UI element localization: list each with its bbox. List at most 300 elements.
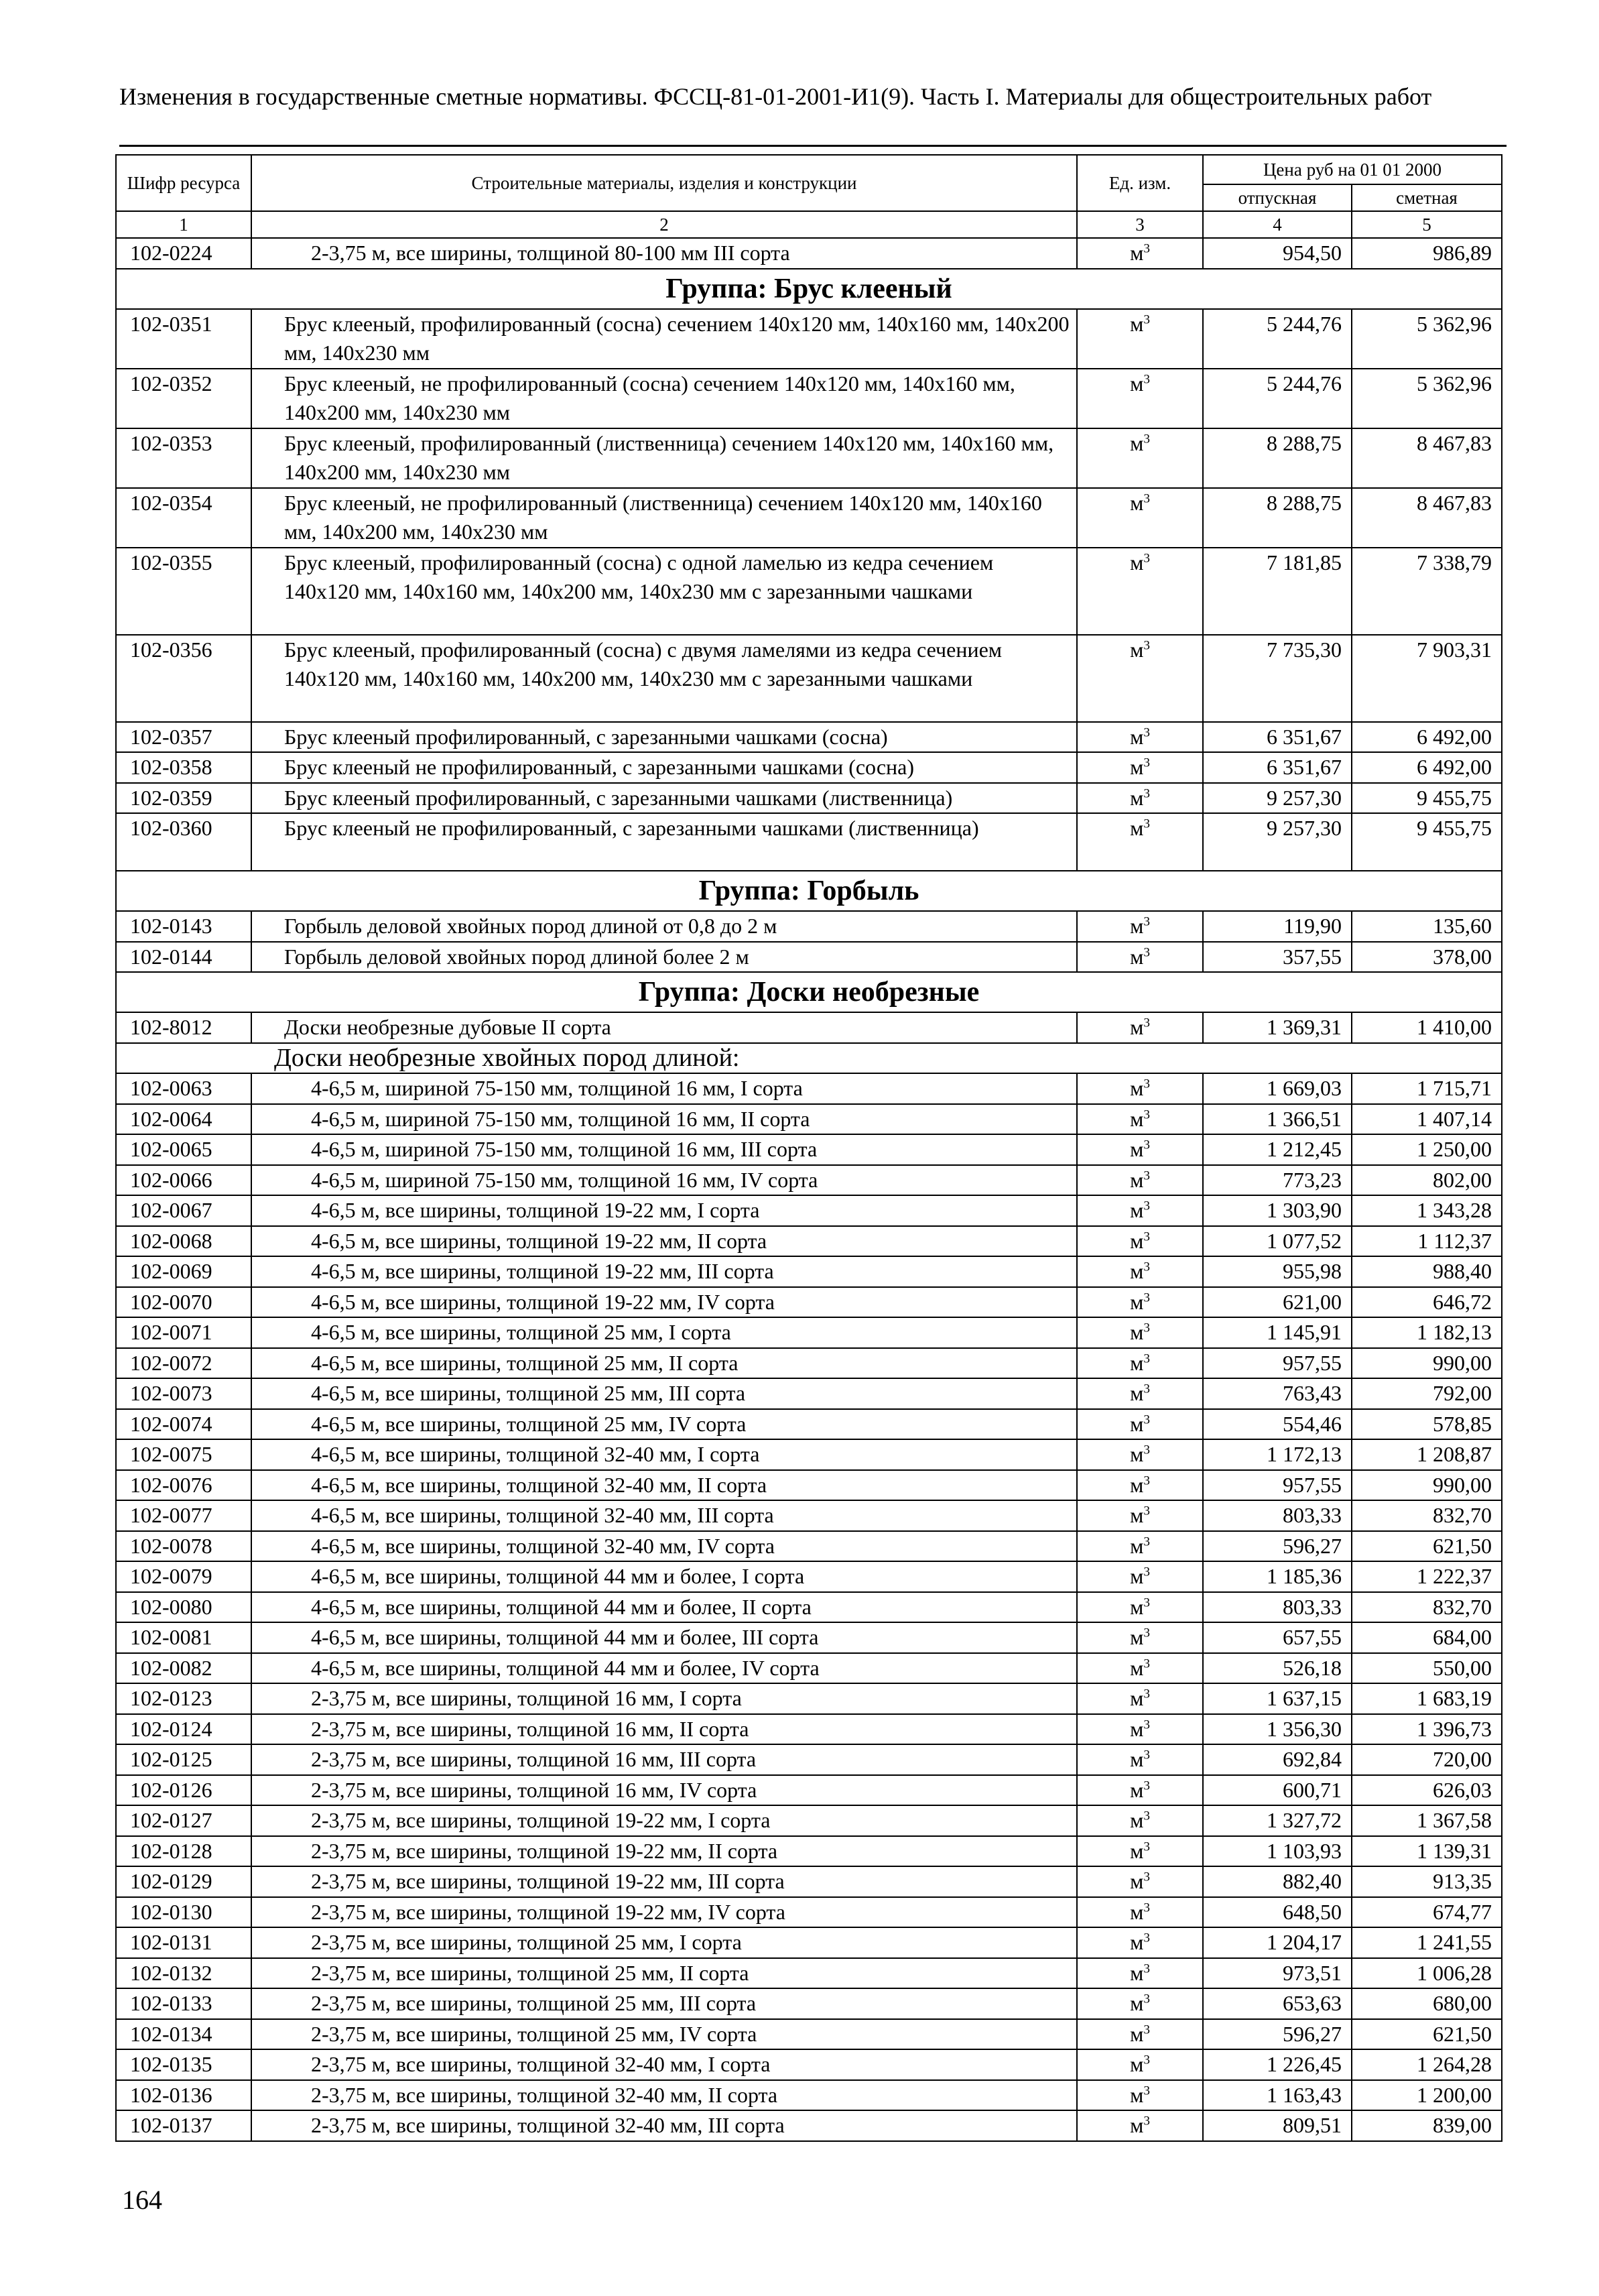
release-price: 692,84 bbox=[1203, 1744, 1352, 1775]
table-head bbox=[116, 155, 1502, 238]
unit-exponent: 3 bbox=[1143, 1199, 1150, 1213]
release-price: 653,63 bbox=[1203, 1988, 1352, 2019]
unit-cell bbox=[1077, 1287, 1203, 1318]
unit-exponent: 3 bbox=[1143, 2114, 1150, 2128]
material-name: Горбыль деловой хвойных пород длиной от 0,8 до 2 м bbox=[251, 911, 1077, 942]
estimate-price: 1 208,87 bbox=[1352, 1439, 1502, 1470]
unit-exponent: 3 bbox=[1143, 1504, 1150, 1518]
release-price: 596,27 bbox=[1203, 2019, 1352, 2050]
column-number: 1 bbox=[116, 211, 251, 238]
table-row bbox=[116, 1836, 1502, 1867]
resource-code: 102-0071 bbox=[116, 1317, 251, 1348]
table-row bbox=[116, 942, 1502, 973]
unit-exponent: 3 bbox=[1143, 1717, 1150, 1732]
material-name: 2-3,75 м, все ширины, толщиной 19-22 мм, IV сорта bbox=[251, 1897, 1077, 1928]
estimate-price: 680,00 bbox=[1352, 1988, 1502, 2019]
material-name: Брус клееный профилированный, с зарезанными чашками (лиственница) bbox=[251, 783, 1077, 814]
table-row bbox=[116, 1897, 1502, 1928]
table-row bbox=[116, 1012, 1502, 1043]
resource-code: 102-0080 bbox=[116, 1592, 251, 1623]
estimate-price: 1 222,37 bbox=[1352, 1561, 1502, 1592]
estimate-price: 832,70 bbox=[1352, 1592, 1502, 1623]
unit-cell bbox=[1077, 2049, 1203, 2080]
estimate-price: 720,00 bbox=[1352, 1744, 1502, 1775]
column-number: 3 bbox=[1077, 211, 1203, 238]
release-price: 1 204,17 bbox=[1203, 1927, 1352, 1958]
material-name: 4-6,5 м, все ширины, толщиной 44 мм и более, II сорта bbox=[251, 1592, 1077, 1623]
unit-cell bbox=[1077, 942, 1203, 973]
material-name: 2-3,75 м, все ширины, толщиной 16 мм, I сорта bbox=[251, 1683, 1077, 1714]
material-name: Брус клееный, профилированный (сосна) сечением 140х120 мм, 140х160 мм, 140х200 мм, 140х230 мм bbox=[251, 309, 1077, 369]
estimate-price: 1 264,28 bbox=[1352, 2049, 1502, 2080]
resource-code: 102-0135 bbox=[116, 2049, 251, 2080]
unit-base: м bbox=[1130, 1198, 1144, 1222]
table-row bbox=[116, 1256, 1502, 1287]
table-row bbox=[116, 635, 1502, 722]
col-header-price: Цена руб на 01 01 2000 bbox=[1203, 155, 1502, 184]
page-header-title: Изменения в государственные сметные нормативы. ФССЦ-81-01-2001-И1(9). Часть I. Материалы для общестроительных работ bbox=[119, 83, 1432, 110]
unit-base: м bbox=[1130, 1838, 1144, 1863]
unit-exponent: 3 bbox=[1143, 1809, 1150, 1823]
release-price: 1 103,93 bbox=[1203, 1836, 1352, 1867]
material-name: 2-3,75 м, все ширины, толщиной 16 мм, III сорта bbox=[251, 1744, 1077, 1775]
unit-cell bbox=[1077, 1653, 1203, 1684]
unit-exponent: 3 bbox=[1143, 1595, 1150, 1610]
unit-base: м bbox=[1130, 1533, 1144, 1558]
material-name: 2-3,75 м, все ширины, толщиной 25 мм, II сорта bbox=[251, 1958, 1077, 1989]
table-row bbox=[116, 1317, 1502, 1348]
material-name: 4-6,5 м, все ширины, толщиной 25 мм, III сорта bbox=[251, 1378, 1077, 1409]
unit-exponent: 3 bbox=[1143, 371, 1150, 386]
unit-cell bbox=[1077, 488, 1203, 548]
release-price: 1 226,45 bbox=[1203, 2049, 1352, 2080]
material-name: 4-6,5 м, все ширины, толщиной 19-22 мм, II сорта bbox=[251, 1226, 1077, 1257]
subheading-row bbox=[116, 1043, 1502, 1074]
unit-exponent: 3 bbox=[1143, 786, 1150, 800]
resource-code: 102-0129 bbox=[116, 1866, 251, 1897]
release-price: 5 244,76 bbox=[1203, 369, 1352, 428]
material-name: 2-3,75 м, все ширины, толщиной 19-22 мм, II сорта bbox=[251, 1836, 1077, 1867]
unit-cell bbox=[1077, 428, 1203, 488]
resource-code: 102-0073 bbox=[116, 1378, 251, 1409]
material-name: Доски необрезные дубовые II сорта bbox=[251, 1012, 1077, 1043]
estimate-price: 1 367,58 bbox=[1352, 1805, 1502, 1836]
unit-exponent: 3 bbox=[1143, 1992, 1150, 2006]
unit-base: м bbox=[1130, 1930, 1144, 1954]
unit-base: м bbox=[1130, 371, 1144, 396]
unit-base: м bbox=[1130, 785, 1144, 810]
table-row bbox=[116, 1104, 1502, 1135]
table-row bbox=[116, 1500, 1502, 1531]
unit-base: м bbox=[1130, 1960, 1144, 1985]
unit-base: м bbox=[1130, 1106, 1144, 1131]
unit-exponent: 3 bbox=[1143, 1138, 1150, 1152]
material-name: 2-3,75 м, все ширины, толщиной 16 мм, II сорта bbox=[251, 1714, 1077, 1745]
unit-base: м bbox=[1130, 430, 1144, 455]
material-name: 4-6,5 м, все ширины, толщиной 44 мм и более, III сорта bbox=[251, 1622, 1077, 1653]
unit-cell bbox=[1077, 1195, 1203, 1226]
unit-exponent: 3 bbox=[1143, 1229, 1150, 1244]
unit-exponent: 3 bbox=[1143, 312, 1150, 326]
unit-base: м bbox=[1130, 1747, 1144, 1771]
unit-cell bbox=[1077, 309, 1203, 369]
resource-code: 102-0070 bbox=[116, 1287, 251, 1318]
unit-exponent: 3 bbox=[1143, 1473, 1150, 1488]
release-price: 657,55 bbox=[1203, 1622, 1352, 1653]
resource-code: 102-0077 bbox=[116, 1500, 251, 1531]
release-price: 600,71 bbox=[1203, 1775, 1352, 1806]
estimate-price: 913,35 bbox=[1352, 1866, 1502, 1897]
table-row bbox=[116, 1927, 1502, 1958]
table-row bbox=[116, 1378, 1502, 1409]
estimate-price: 1 241,55 bbox=[1352, 1927, 1502, 1958]
estimate-price: 8 467,83 bbox=[1352, 428, 1502, 488]
unit-base: м bbox=[1130, 2021, 1144, 2046]
unit-base: м bbox=[1130, 637, 1144, 662]
unit-base: м bbox=[1130, 1259, 1144, 1283]
resource-code: 102-0358 bbox=[116, 752, 251, 783]
material-name: 2-3,75 м, все ширины, толщиной 32-40 мм, II сорта bbox=[251, 2080, 1077, 2111]
unit-exponent: 3 bbox=[1143, 945, 1150, 959]
resource-code: 102-0351 bbox=[116, 309, 251, 369]
unit-cell bbox=[1077, 911, 1203, 942]
table-row bbox=[116, 2019, 1502, 2050]
unit-exponent: 3 bbox=[1143, 241, 1150, 256]
unit-cell bbox=[1077, 722, 1203, 753]
table-row bbox=[116, 911, 1502, 942]
table-row bbox=[116, 1134, 1502, 1165]
col-header-estimate: сметная bbox=[1352, 184, 1502, 211]
unit-exponent: 3 bbox=[1143, 1321, 1150, 1335]
price-table bbox=[115, 154, 1502, 2142]
resource-code: 102-0134 bbox=[116, 2019, 251, 2050]
resource-code: 102-0354 bbox=[116, 488, 251, 548]
release-price: 621,00 bbox=[1203, 1287, 1352, 1318]
release-price: 763,43 bbox=[1203, 1378, 1352, 1409]
resource-code: 102-0136 bbox=[116, 2080, 251, 2111]
resource-code: 102-0359 bbox=[116, 783, 251, 814]
resource-code: 102-0130 bbox=[116, 1897, 251, 1928]
table-row bbox=[116, 2049, 1502, 2080]
unit-exponent: 3 bbox=[1143, 1077, 1150, 1091]
unit-cell bbox=[1077, 1073, 1203, 1104]
release-price: 803,33 bbox=[1203, 1592, 1352, 1623]
table-row bbox=[116, 1348, 1502, 1379]
unit-cell bbox=[1077, 2019, 1203, 2050]
col-header-code: Шифр ресурса bbox=[116, 155, 251, 211]
resource-code: 102-0082 bbox=[116, 1653, 251, 1684]
unit-exponent: 3 bbox=[1143, 2053, 1150, 2067]
release-price: 8 288,75 bbox=[1203, 428, 1352, 488]
material-name: Брус клееный, профилированный (сосна) с двумя ламелями из кедра сечением 140х120 мм, 140х160 мм, 140х200 мм, 140х230 мм с зарезанными чашками bbox=[251, 635, 1077, 722]
release-price: 596,27 bbox=[1203, 1531, 1352, 1562]
unit-base: м bbox=[1130, 1350, 1144, 1375]
unit-exponent: 3 bbox=[1143, 914, 1150, 929]
resource-code: 102-0067 bbox=[116, 1195, 251, 1226]
release-price: 957,55 bbox=[1203, 1470, 1352, 1501]
table-row bbox=[116, 488, 1502, 548]
material-name: Горбыль деловой хвойных пород длиной более 2 м bbox=[251, 942, 1077, 973]
unit-cell bbox=[1077, 813, 1203, 871]
header-rule bbox=[119, 145, 1507, 147]
estimate-price: 646,72 bbox=[1352, 1287, 1502, 1318]
resource-code: 102-0078 bbox=[116, 1531, 251, 1562]
unit-base: м bbox=[1130, 1869, 1144, 1893]
release-price: 773,23 bbox=[1203, 1165, 1352, 1196]
group-heading: Группа: Горбыль bbox=[116, 871, 1502, 911]
material-name: 4-6,5 м, все ширины, толщиной 25 мм, I сорта bbox=[251, 1317, 1077, 1348]
unit-cell bbox=[1077, 635, 1203, 722]
release-price: 1 366,51 bbox=[1203, 1104, 1352, 1135]
unit-exponent: 3 bbox=[1143, 1626, 1150, 1640]
release-price: 957,55 bbox=[1203, 1348, 1352, 1379]
estimate-price: 6 492,00 bbox=[1352, 722, 1502, 753]
table-row bbox=[116, 1958, 1502, 1989]
estimate-price: 1 182,13 bbox=[1352, 1317, 1502, 1348]
unit-exponent: 3 bbox=[1143, 1748, 1150, 1762]
estimate-price: 550,00 bbox=[1352, 1653, 1502, 1684]
unit-base: м bbox=[1130, 1808, 1144, 1832]
unit-cell bbox=[1077, 1256, 1203, 1287]
table-row bbox=[116, 722, 1502, 753]
table-row bbox=[116, 1866, 1502, 1897]
release-price: 955,98 bbox=[1203, 1256, 1352, 1287]
estimate-price: 839,00 bbox=[1352, 2110, 1502, 2141]
table-row bbox=[116, 2080, 1502, 2111]
unit-exponent: 3 bbox=[1143, 1168, 1150, 1183]
table-row bbox=[116, 1622, 1502, 1653]
release-price: 5 244,76 bbox=[1203, 309, 1352, 369]
release-price: 809,51 bbox=[1203, 2110, 1352, 2141]
estimate-price: 1 715,71 bbox=[1352, 1073, 1502, 1104]
release-price: 119,90 bbox=[1203, 911, 1352, 942]
material-name: 4-6,5 м, все ширины, толщиной 44 мм и более, I сорта bbox=[251, 1561, 1077, 1592]
unit-exponent: 3 bbox=[1143, 1260, 1150, 1274]
table-row bbox=[116, 1439, 1502, 1470]
resource-code: 102-0357 bbox=[116, 722, 251, 753]
release-price: 648,50 bbox=[1203, 1897, 1352, 1928]
estimate-price: 1 683,19 bbox=[1352, 1683, 1502, 1714]
table-row bbox=[116, 1714, 1502, 1745]
unit-base: м bbox=[1130, 1716, 1144, 1741]
material-name: 2-3,75 м, все ширины, толщиной 25 мм, I сорта bbox=[251, 1927, 1077, 1958]
unit-base: м bbox=[1130, 2113, 1144, 2137]
estimate-price: 986,89 bbox=[1352, 238, 1502, 269]
unit-exponent: 3 bbox=[1143, 756, 1150, 770]
material-name: 4-6,5 м, шириной 75-150 мм, толщиной 16 мм, III сорта bbox=[251, 1134, 1077, 1165]
column-number: 5 bbox=[1352, 211, 1502, 238]
page-number: 164 bbox=[122, 2185, 162, 2215]
unit-base: м bbox=[1130, 1503, 1144, 1527]
table-row bbox=[116, 1531, 1502, 1562]
table-row bbox=[116, 1775, 1502, 1806]
release-price: 1 327,72 bbox=[1203, 1805, 1352, 1836]
unit-cell bbox=[1077, 1470, 1203, 1501]
unit-base: м bbox=[1130, 2082, 1144, 2107]
estimate-price: 792,00 bbox=[1352, 1378, 1502, 1409]
unit-cell bbox=[1077, 1012, 1203, 1043]
col-header-unit: Ед. изм. bbox=[1077, 155, 1203, 211]
material-name: Брус клееный, не профилированный (лиственница) сечением 140х120 мм, 140х160 мм, 140х200 мм, 140х230 мм bbox=[251, 488, 1077, 548]
unit-base: м bbox=[1130, 1228, 1144, 1253]
group-heading-row bbox=[116, 269, 1502, 309]
unit-base: м bbox=[1130, 1472, 1144, 1497]
release-price: 1 669,03 bbox=[1203, 1073, 1352, 1104]
table-row bbox=[116, 1683, 1502, 1714]
estimate-price: 1 410,00 bbox=[1352, 1012, 1502, 1043]
estimate-price: 7 338,79 bbox=[1352, 548, 1502, 635]
unit-cell bbox=[1077, 369, 1203, 428]
estimate-price: 626,03 bbox=[1352, 1775, 1502, 1806]
table-row bbox=[116, 1195, 1502, 1226]
unit-base: м bbox=[1130, 755, 1144, 779]
group-heading-row bbox=[116, 871, 1502, 911]
unit-base: м bbox=[1130, 1442, 1144, 1466]
resource-code: 102-0144 bbox=[116, 942, 251, 973]
resource-code: 102-0132 bbox=[116, 1958, 251, 1989]
material-name: 4-6,5 м, все ширины, толщиной 19-22 мм, III сорта bbox=[251, 1256, 1077, 1287]
estimate-price: 990,00 bbox=[1352, 1348, 1502, 1379]
unit-base: м bbox=[1130, 1655, 1144, 1680]
release-price: 6 351,67 bbox=[1203, 752, 1352, 783]
unit-cell bbox=[1077, 1378, 1203, 1409]
unit-cell bbox=[1077, 1988, 1203, 2019]
material-name: 2-3,75 м, все ширины, толщиной 19-22 мм, I сорта bbox=[251, 1805, 1077, 1836]
material-name: Брус клееный, профилированный (лиственница) сечением 140х120 мм, 140х160 мм, 140х200 мм, 140х230 мм bbox=[251, 428, 1077, 488]
unit-exponent: 3 bbox=[1143, 1412, 1150, 1427]
resource-code: 102-0063 bbox=[116, 1073, 251, 1104]
unit-base: м bbox=[1130, 1320, 1144, 1344]
material-name: 4-6,5 м, все ширины, толщиной 44 мм и более, IV сорта bbox=[251, 1653, 1077, 1684]
table-row bbox=[116, 428, 1502, 488]
material-name: 4-6,5 м, все ширины, толщиной 32-40 мм, II сорта bbox=[251, 1470, 1077, 1501]
unit-cell bbox=[1077, 548, 1203, 635]
material-name: 4-6,5 м, все ширины, толщиной 25 мм, II сорта bbox=[251, 1348, 1077, 1379]
material-name: 4-6,5 м, все ширины, толщиной 19-22 мм, I сорта bbox=[251, 1195, 1077, 1226]
unit-cell bbox=[1077, 1744, 1203, 1775]
resource-code: 102-0352 bbox=[116, 369, 251, 428]
unit-cell bbox=[1077, 1439, 1203, 1470]
unit-base: м bbox=[1130, 914, 1144, 938]
release-price: 554,46 bbox=[1203, 1409, 1352, 1440]
release-price: 803,33 bbox=[1203, 1500, 1352, 1531]
resource-code: 102-0126 bbox=[116, 1775, 251, 1806]
column-numbers-row bbox=[116, 211, 1502, 238]
unit-base: м bbox=[1130, 1411, 1144, 1436]
table-row bbox=[116, 1409, 1502, 1440]
unit-base: м bbox=[1130, 490, 1144, 515]
release-price: 1 369,31 bbox=[1203, 1012, 1352, 1043]
unit-exponent: 3 bbox=[1143, 431, 1150, 446]
unit-cell bbox=[1077, 1592, 1203, 1623]
estimate-price: 9 455,75 bbox=[1352, 813, 1502, 871]
table-row bbox=[116, 813, 1502, 871]
resource-code: 102-0356 bbox=[116, 635, 251, 722]
resource-code: 102-0128 bbox=[116, 1836, 251, 1867]
group-heading-row bbox=[116, 972, 1502, 1012]
estimate-price: 832,70 bbox=[1352, 1500, 1502, 1531]
estimate-price: 1 396,73 bbox=[1352, 1714, 1502, 1745]
unit-base: м bbox=[1130, 1594, 1144, 1619]
estimate-price: 5 362,96 bbox=[1352, 369, 1502, 428]
release-price: 9 257,30 bbox=[1203, 783, 1352, 814]
unit-cell bbox=[1077, 1958, 1203, 1989]
table-row bbox=[116, 1805, 1502, 1836]
table-row bbox=[116, 1653, 1502, 1684]
table-row bbox=[116, 309, 1502, 369]
unit-cell bbox=[1077, 1500, 1203, 1531]
estimate-price: 802,00 bbox=[1352, 1165, 1502, 1196]
material-name: 4-6,5 м, шириной 75-150 мм, толщиной 16 мм, II сорта bbox=[251, 1104, 1077, 1135]
resource-code: 102-0123 bbox=[116, 1683, 251, 1714]
unit-exponent: 3 bbox=[1143, 817, 1150, 831]
column-number: 4 bbox=[1203, 211, 1352, 238]
unit-cell bbox=[1077, 1104, 1203, 1135]
table-row bbox=[116, 1470, 1502, 1501]
release-price: 357,55 bbox=[1203, 942, 1352, 973]
estimate-price: 8 467,83 bbox=[1352, 488, 1502, 548]
resource-code: 102-0079 bbox=[116, 1561, 251, 1592]
unit-cell bbox=[1077, 1866, 1203, 1897]
estimate-price: 7 903,31 bbox=[1352, 635, 1502, 722]
release-price: 8 288,75 bbox=[1203, 488, 1352, 548]
table-row bbox=[116, 1561, 1502, 1592]
unit-cell bbox=[1077, 783, 1203, 814]
col-header-release: отпускная bbox=[1203, 184, 1352, 211]
release-price: 1 172,13 bbox=[1203, 1439, 1352, 1470]
table-body bbox=[116, 238, 1502, 2141]
resource-code: 102-0069 bbox=[116, 1256, 251, 1287]
unit-base: м bbox=[1130, 1564, 1144, 1588]
unit-base: м bbox=[1130, 1686, 1144, 1710]
estimate-price: 1 250,00 bbox=[1352, 1134, 1502, 1165]
material-name: Брус клееный, профилированный (сосна) с одной ламелью из кедра сечением 140х120 мм, 140х160 мм, 140х200 мм, 140х230 мм с зарезанными чашками bbox=[251, 548, 1077, 635]
resource-code: 102-0360 bbox=[116, 813, 251, 871]
unit-base: м bbox=[1130, 1625, 1144, 1649]
estimate-price: 990,00 bbox=[1352, 1470, 1502, 1501]
unit-base: м bbox=[1130, 1015, 1144, 1039]
release-price: 882,40 bbox=[1203, 1866, 1352, 1897]
estimate-price: 5 362,96 bbox=[1352, 309, 1502, 369]
unit-cell bbox=[1077, 1897, 1203, 1928]
material-name: 4-6,5 м, шириной 75-150 мм, толщиной 16 мм, IV сорта bbox=[251, 1165, 1077, 1196]
unit-cell bbox=[1077, 1775, 1203, 1806]
resource-code: 102-0076 bbox=[116, 1470, 251, 1501]
resource-code: 102-0068 bbox=[116, 1226, 251, 1257]
unit-base: м bbox=[1130, 1289, 1144, 1314]
unit-base: м bbox=[1130, 944, 1144, 969]
unit-base: м bbox=[1130, 1991, 1144, 2015]
unit-cell bbox=[1077, 1531, 1203, 1562]
table-row bbox=[116, 238, 1502, 269]
col-header-name: Строительные материалы, изделия и конструкции bbox=[251, 155, 1077, 211]
estimate-price: 1 407,14 bbox=[1352, 1104, 1502, 1135]
release-price: 9 257,30 bbox=[1203, 813, 1352, 871]
resource-code: 102-0124 bbox=[116, 1714, 251, 1745]
unit-exponent: 3 bbox=[1143, 550, 1150, 565]
estimate-price: 1 139,31 bbox=[1352, 1836, 1502, 1867]
resource-code: 102-0125 bbox=[116, 1744, 251, 1775]
material-name: 4-6,5 м, все ширины, толщиной 25 мм, IV сорта bbox=[251, 1409, 1077, 1440]
unit-base: м bbox=[1130, 816, 1144, 840]
unit-base: м bbox=[1130, 1381, 1144, 1405]
material-name: Брус клееный не профилированный, с зарезанными чашками (сосна) bbox=[251, 752, 1077, 783]
empty-cell bbox=[116, 1043, 251, 1074]
table-row bbox=[116, 783, 1502, 814]
release-price: 1 185,36 bbox=[1203, 1561, 1352, 1592]
resource-code: 102-0131 bbox=[116, 1927, 251, 1958]
table-row bbox=[116, 1165, 1502, 1196]
